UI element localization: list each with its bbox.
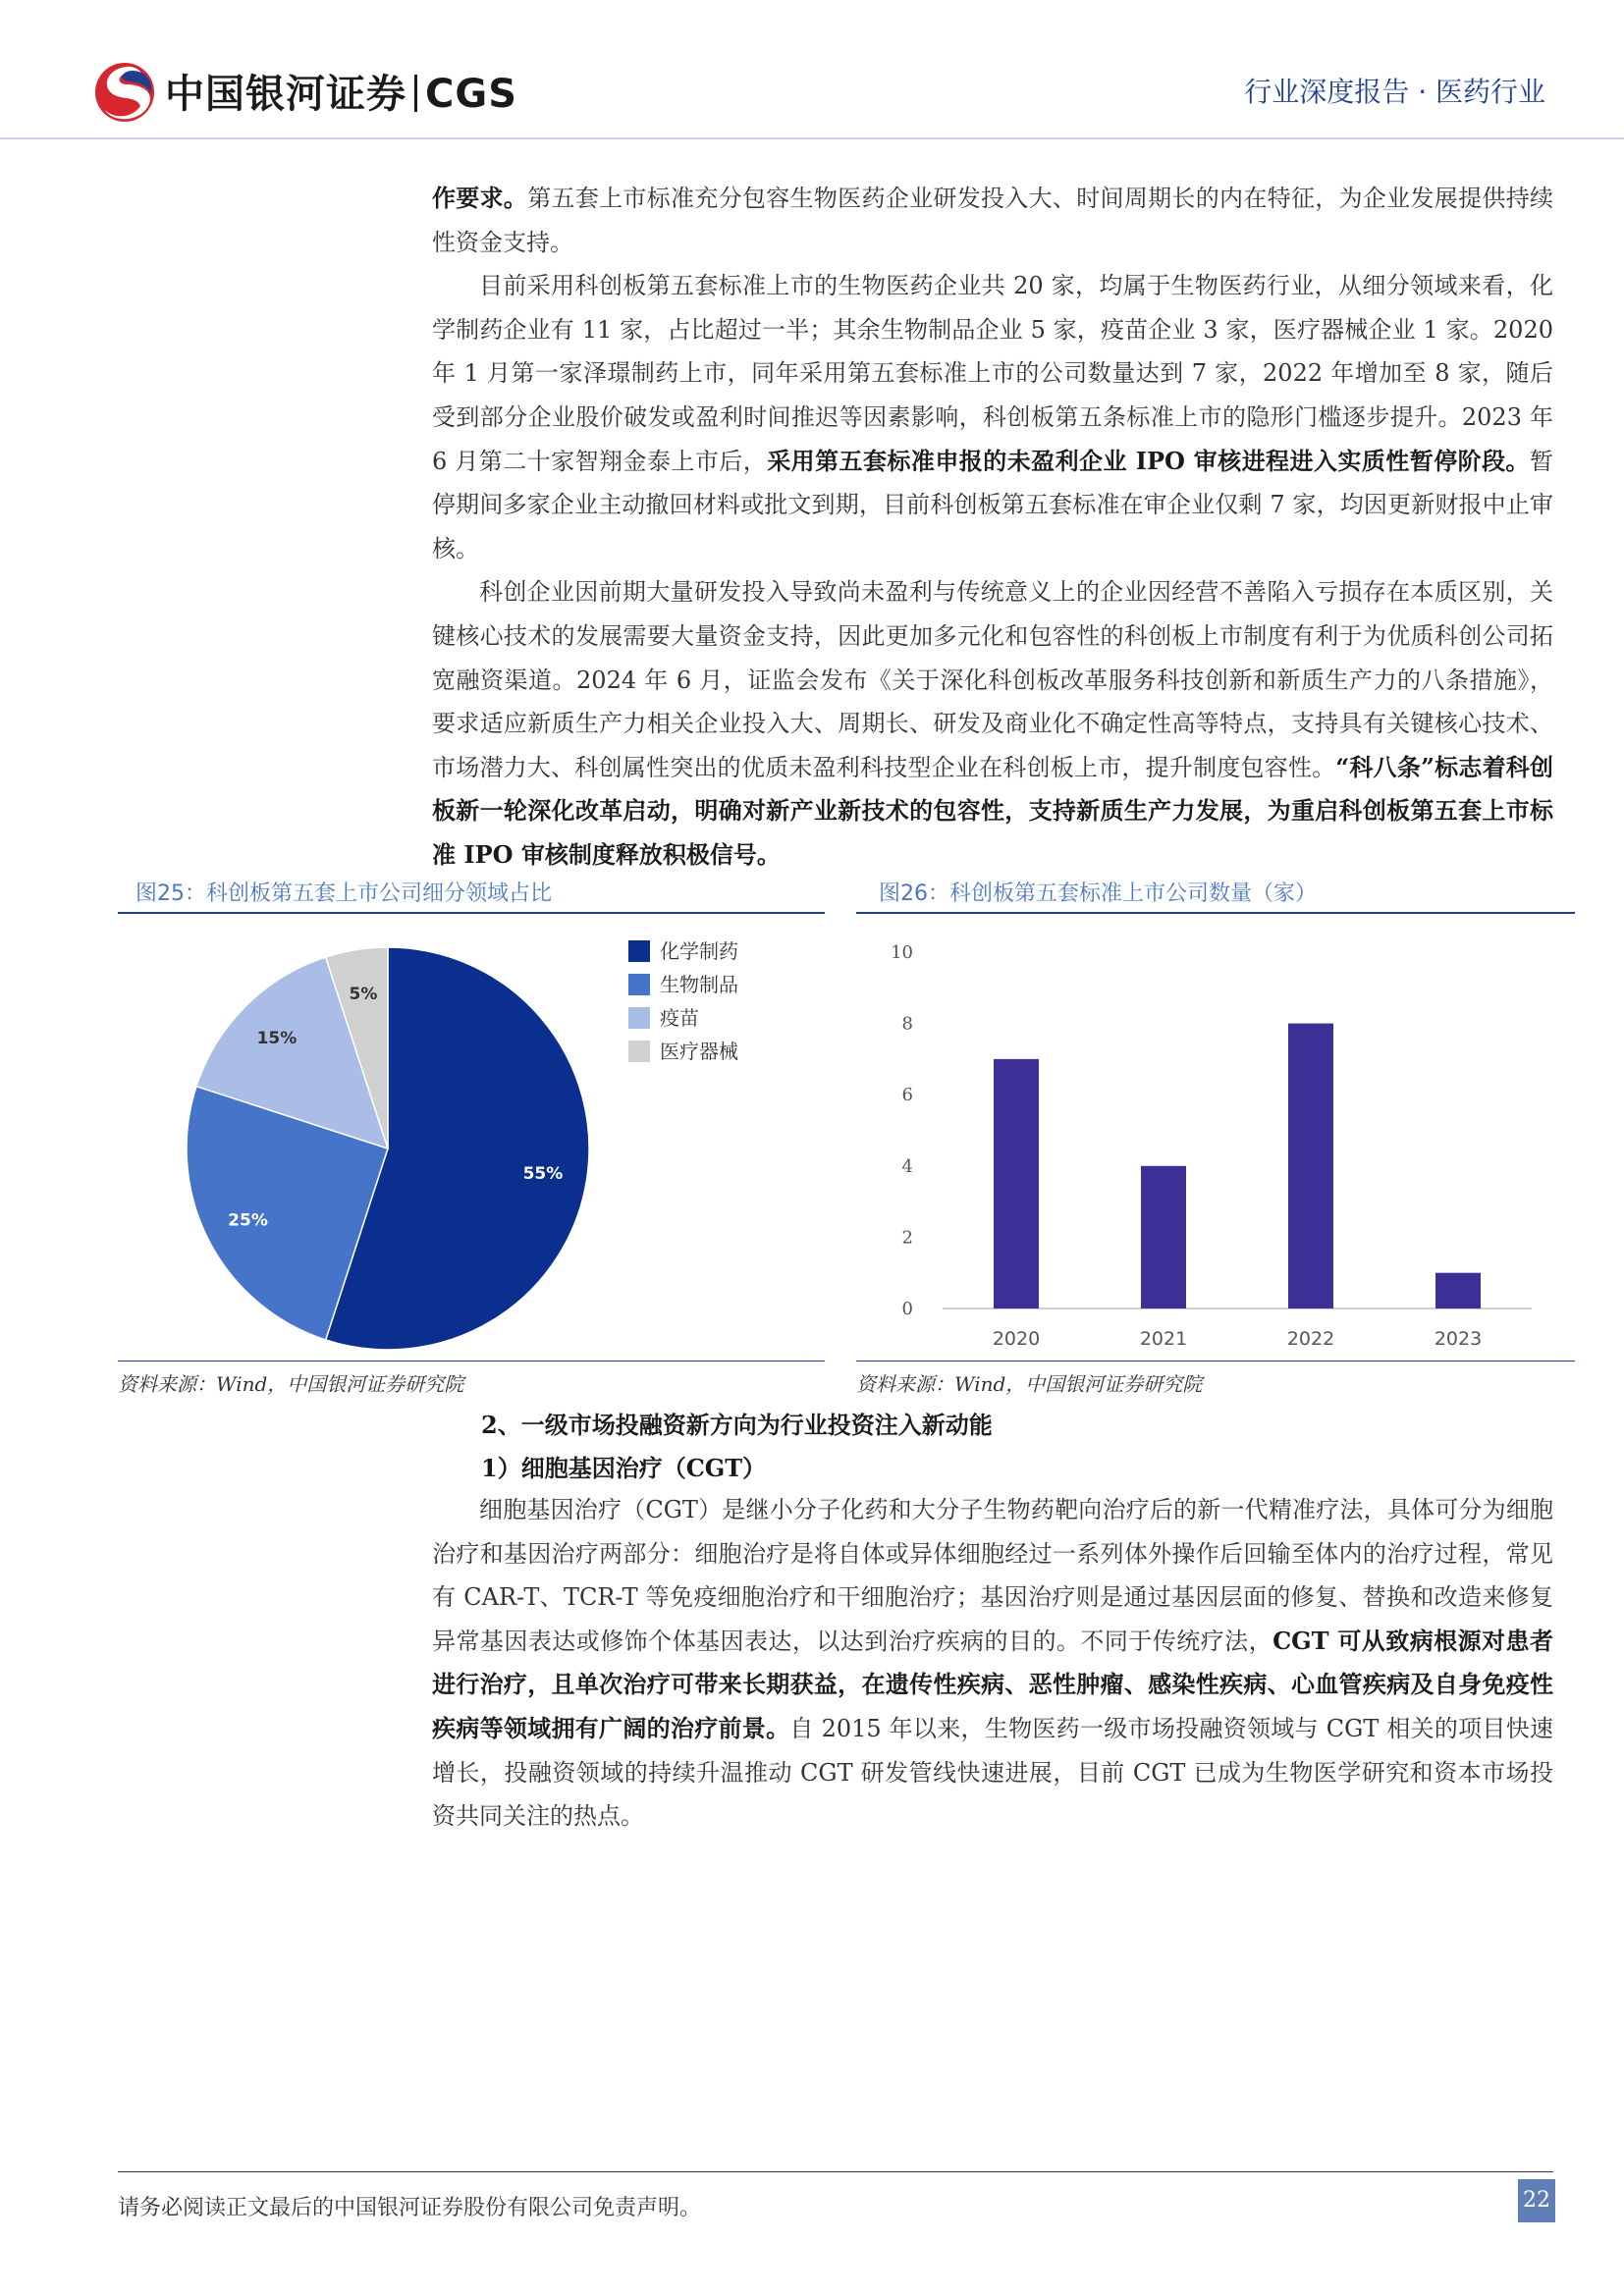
bar-2020	[994, 1059, 1039, 1308]
paragraph-3-text: 科创企业因前期大量研发投入导致尚未盈利与传统意义上的企业因经营不善陷入亏损存在本质区别，关键核心技术的发展需要大量资金支持，因此更加多元化和包容性的科创板上市制度有利于为优质科创公司拓宽融资渠道。2024 年 6 月，证监会发布《关于深化科创板改革服务科技创新和新质生产力的八条措施》，要求适应新质生产力相关企业投入大、周期长、研发及商业化不确定性高等特点，支持具有关键核心技术、市场潜力大、科创属性突出的优质未盈利科技型企业在科创板上市，提升制度包容性。	[432, 578, 1553, 781]
paragraph-1-bold: 作要求。	[432, 184, 528, 212]
paragraph-2	[432, 264, 1553, 570]
legend-label: 医疗器械	[660, 1040, 738, 1063]
legend-swatch	[628, 974, 650, 995]
paragraph-4-text-a: 细胞基因治疗（CGT）是继小分子化药和大分子生物药靶向治疗后的新一代精准疗法，具体可分为细胞治疗和基因治疗两部分：细胞治疗是将自体或异体细胞经过一系列体外操作后回输至体内的治疗过程，常见有 CAR-T、TCR-T 等免疫细胞治疗和干细胞治疗；基因治疗则是通过基因层面的修复、替换和改造来修复异常基因表达或修饰个体基因表达，以达到治疗疾病的目的。不同于传统疗法，	[432, 1496, 1553, 1655]
y-tick-label: 0	[901, 1299, 913, 1319]
pie-value-label: 5%	[349, 985, 378, 1005]
paragraph-1-text: 第五套上市标准充分包容生物医药企业研发投入大、时间周期长的内在特征，为企业发展提供持续性资金支持。	[432, 185, 1553, 256]
pie-value-label: 55%	[522, 1164, 564, 1185]
paragraph-3-bold: “科八条”标志着科创板新一轮深化改革启动，明确对新产业新技术的包容性，支持新质生产力发展，为重启科创板第五套上市标准 IPO 审核制度释放积极信号。	[432, 752, 1554, 869]
section-heading: 2、一级市场投融资新方向为行业投资注入新动能	[481, 1411, 993, 1439]
pie-value-label: 25%	[228, 1210, 268, 1231]
paragraph-4-bold: CGT 可从致病根源对患者进行治疗，且单次治疗可带来长期获益，在遗传性疾病、恶性肿瘤、感染性疾病、心血管疾病及自身免疫性疾病等领域拥有广阔的治疗前景。	[432, 1626, 1554, 1742]
paragraph-4-text-b: 自 2015 年以来，生物医药一级市场投融资领域与 CGT 相关的项目快速增长，投融资领域的持续升温推动 CGT 研发管线快速进展，目前 CGT 已成为生物医学研究和资本市场投资共同关注的热点。	[432, 1714, 1554, 1831]
paragraph-2-text-b: 暂停期间多家企业主动撤回材料或批文到期，目前科创板第五套标准在审企业仅剩 7 家，均因更新财报中止审核。	[432, 447, 1553, 562]
brand-cn: 中国银河证券	[165, 72, 406, 117]
paragraph-4	[432, 1488, 1553, 1839]
footer-disclaimer: 请务必阅读正文最后的中国银河证券股份有限公司免责声明。	[118, 2196, 702, 2220]
page-header	[0, 0, 1624, 137]
bar-2023	[1435, 1273, 1481, 1308]
bar-chart-svg	[854, 908, 1561, 1360]
y-tick-label: 2	[901, 1227, 913, 1249]
body-section-bottom	[432, 1488, 1553, 1839]
subsection-heading: 1）细胞基因治疗（CGT）	[481, 1454, 767, 1482]
legend-label: 疫苗	[660, 1006, 699, 1030]
header-divider	[0, 137, 1624, 139]
footer-divider	[118, 2171, 1553, 2172]
pie-chart-svg	[118, 908, 825, 1360]
legend-swatch	[628, 1041, 650, 1062]
brand-en: CGS	[425, 72, 517, 117]
x-tick-label: 2020	[992, 1328, 1041, 1350]
y-tick-label: 6	[901, 1085, 913, 1106]
report-type: 行业深度报告 · 医药行业	[1244, 76, 1545, 108]
y-tick-label: 10	[891, 942, 913, 963]
x-tick-label: 2022	[1286, 1328, 1335, 1350]
bar-2022	[1288, 1024, 1333, 1308]
legend-label: 生物制品	[660, 973, 738, 996]
pie-chart	[118, 908, 825, 1360]
bar-chart	[854, 908, 1561, 1360]
legend-swatch	[628, 1007, 650, 1029]
legend-swatch	[628, 940, 650, 962]
paragraph-3	[432, 570, 1553, 877]
figure-26-source: 资料来源：Wind，中国银河证券研究院	[856, 1372, 1203, 1396]
x-tick-label: 2021	[1139, 1328, 1188, 1350]
cgs-logo-icon	[93, 61, 156, 124]
paragraph-1	[432, 177, 1553, 264]
brand-name	[165, 63, 517, 119]
y-tick-label: 4	[901, 1155, 913, 1177]
figure-25-bottom-rule	[118, 1361, 825, 1362]
paragraph-2-text-a: 目前采用科创板第五套标准上市的生物医药企业共 20 家，均属于生物医药行业，从细分领域来看，化学制药企业有 11 家，占比超过一半；其余生物制品企业 5 家，疫苗企业 3 家，医疗器械企业 1 家。2020 年 1 月第一家泽璟制药上市，同年采用第五套标准上市的公司数量达到 7 家，2022 年增加至 8 家，随后受到部分企业股价破发或盈利时间推迟等因素影响，科创板第五条标准上市的隐形门槛逐步提升。2023 年 6 月第二十家智翔金泰上市后，	[432, 272, 1553, 475]
figure-26-bottom-rule	[856, 1361, 1575, 1362]
body-section-top	[432, 177, 1553, 878]
y-tick-label: 8	[901, 1013, 913, 1035]
paragraph-2-bold: 采用第五套标准申报的未盈利企业 IPO 审核进程进入实质性暂停阶段。	[767, 446, 1530, 475]
figure-25-title: 图25：科创板第五套上市公司细分领域占比	[135, 881, 552, 906]
brand-separator	[414, 75, 417, 112]
legend-label: 化学制药	[660, 939, 738, 963]
figure-26-title: 图26：科创板第五套标准上市公司数量（家）	[879, 881, 1317, 906]
x-tick-label: 2023	[1434, 1328, 1483, 1350]
pie-value-label: 15%	[256, 1028, 298, 1048]
page-number: 22	[1518, 2179, 1555, 2222]
bar-2021	[1141, 1166, 1186, 1308]
figure-25-source: 资料来源：Wind，中国银河证券研究院	[118, 1372, 464, 1396]
